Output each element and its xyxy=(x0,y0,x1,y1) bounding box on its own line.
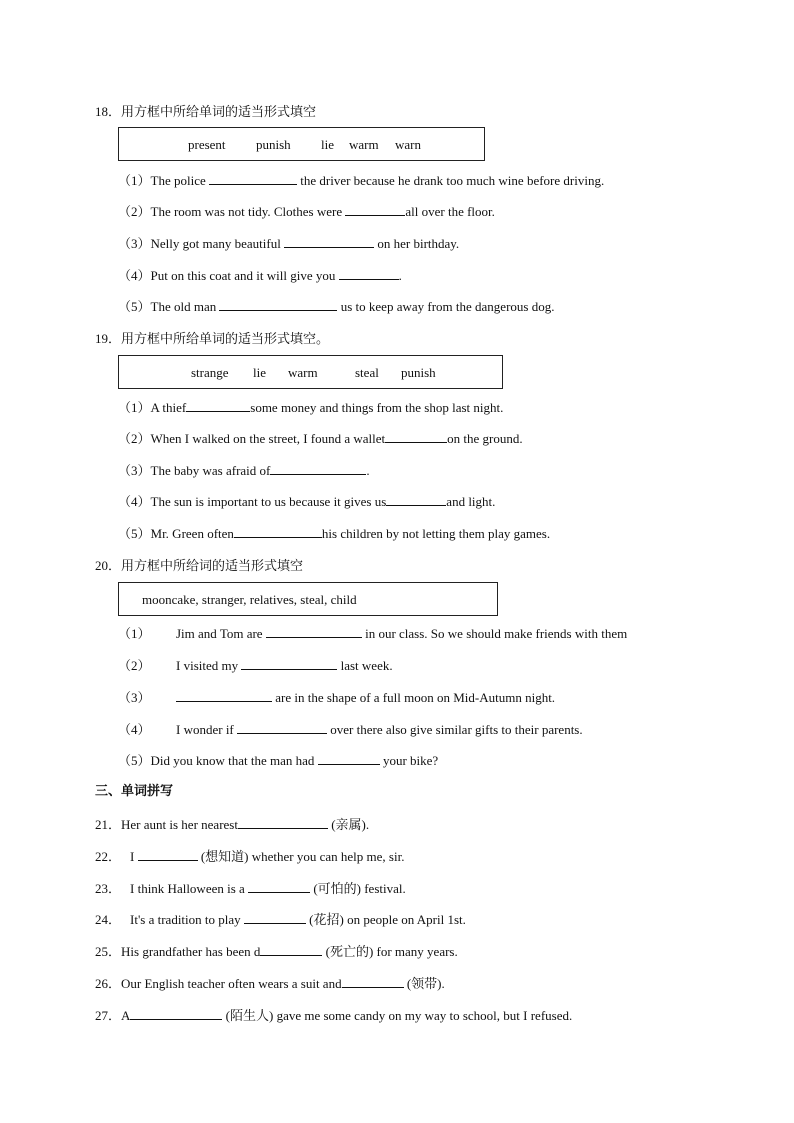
answer-blank[interactable] xyxy=(138,847,198,861)
answer-blank[interactable] xyxy=(186,398,250,412)
question-22: 22． I (想知道) whether you can help me, sir. xyxy=(95,849,405,864)
question-18-title: 18．用方框中所给单词的适当形式填空 xyxy=(95,104,317,119)
q18-item-2: （2）The room was not tidy. Clothes were all over the floor. xyxy=(118,204,495,219)
word-box-word: present xyxy=(188,137,226,152)
answer-blank[interactable] xyxy=(260,942,322,956)
q20-item-1: （1） Jim and Tom are in our class. So we should make friends with them xyxy=(118,626,628,641)
answer-blank[interactable] xyxy=(266,624,362,638)
q18-item-1: （1）The police the driver because he drank too much wine before driving. xyxy=(118,173,605,188)
word-box-word: punish xyxy=(401,365,436,380)
word-box-19 xyxy=(118,355,503,389)
question-21: 21．Her aunt is her nearest (亲属). xyxy=(95,817,370,832)
word-box-word: steal xyxy=(355,365,379,380)
answer-blank[interactable] xyxy=(385,429,447,443)
question-19-title: 19．用方框中所给单词的适当形式填空。 xyxy=(95,331,330,346)
answer-blank[interactable] xyxy=(342,974,404,988)
answer-blank[interactable] xyxy=(234,524,322,538)
word-box-word: strange xyxy=(191,365,229,380)
word-box-word: lie xyxy=(321,137,334,152)
word-box-text: mooncake, stranger, relatives, steal, child xyxy=(142,592,357,607)
q20-item-3: （3） are in the shape of a full moon on Mid-Autumn night. xyxy=(118,690,556,705)
answer-blank[interactable] xyxy=(386,492,446,506)
word-box-18 xyxy=(118,127,485,161)
answer-blank[interactable] xyxy=(241,656,337,670)
word-box-word: warm xyxy=(288,365,318,380)
answer-blank[interactable] xyxy=(345,202,405,216)
answer-blank[interactable] xyxy=(270,461,366,475)
q20-item-4: （4） I wonder if over there also give similar gifts to their parents. xyxy=(118,722,583,737)
word-box-word: warm xyxy=(349,137,379,152)
q19-item-2: （2）When I walked on the street, I found a wallet on the ground. xyxy=(118,431,523,446)
answer-blank[interactable] xyxy=(237,720,327,734)
question-27: 27．A (陌生人) gave me some candy on my way to school, but I refused. xyxy=(95,1008,573,1023)
word-box-word: lie xyxy=(253,365,266,380)
q19-item-5: （5）Mr. Green often his children by not letting them play games. xyxy=(118,526,551,541)
answer-blank[interactable] xyxy=(176,688,272,702)
q20-item-5: （5）Did you know that the man had your bike? xyxy=(118,753,439,768)
word-box-20 xyxy=(118,582,498,616)
q19-item-4: （4）The sun is important to us because it gives us and light. xyxy=(118,494,496,509)
answer-blank[interactable] xyxy=(248,879,310,893)
question-24: 24． It's a tradition to play (花招) on people on April 1st. xyxy=(95,912,466,927)
question-26: 26．Our English teacher often wears a suit and (领带). xyxy=(95,976,445,991)
question-23: 23． I think Halloween is a (可怕的) festival. xyxy=(95,881,406,896)
q18-item-4: （4）Put on this coat and it will give you . xyxy=(118,268,402,283)
answer-blank[interactable] xyxy=(130,1006,222,1020)
word-box-word: warn xyxy=(395,137,421,152)
q19-item-1: （1）A thief some money and things from the shop last night. xyxy=(118,400,504,415)
question-25: 25．His grandfather has been d (死亡的) for many years. xyxy=(95,944,458,959)
answer-blank[interactable] xyxy=(209,171,297,185)
q18-item-5: （5）The old man us to keep away from the dangerous dog. xyxy=(118,299,555,314)
question-20-title: 20．用方框中所给词的适当形式填空 xyxy=(95,558,304,573)
answer-blank[interactable] xyxy=(284,234,374,248)
answer-blank[interactable] xyxy=(318,751,380,765)
answer-blank[interactable] xyxy=(244,910,306,924)
word-box-word: punish xyxy=(256,137,291,152)
q19-item-3: （3）The baby was afraid of . xyxy=(118,463,370,478)
answer-blank[interactable] xyxy=(219,297,337,311)
q20-item-2: （2） I visited my last week. xyxy=(118,658,393,673)
section-title: 三、单词拼写 xyxy=(95,784,174,799)
answer-blank[interactable] xyxy=(339,266,399,280)
answer-blank[interactable] xyxy=(238,815,328,829)
q18-item-3: （3）Nelly got many beautiful on her birthday. xyxy=(118,236,460,251)
